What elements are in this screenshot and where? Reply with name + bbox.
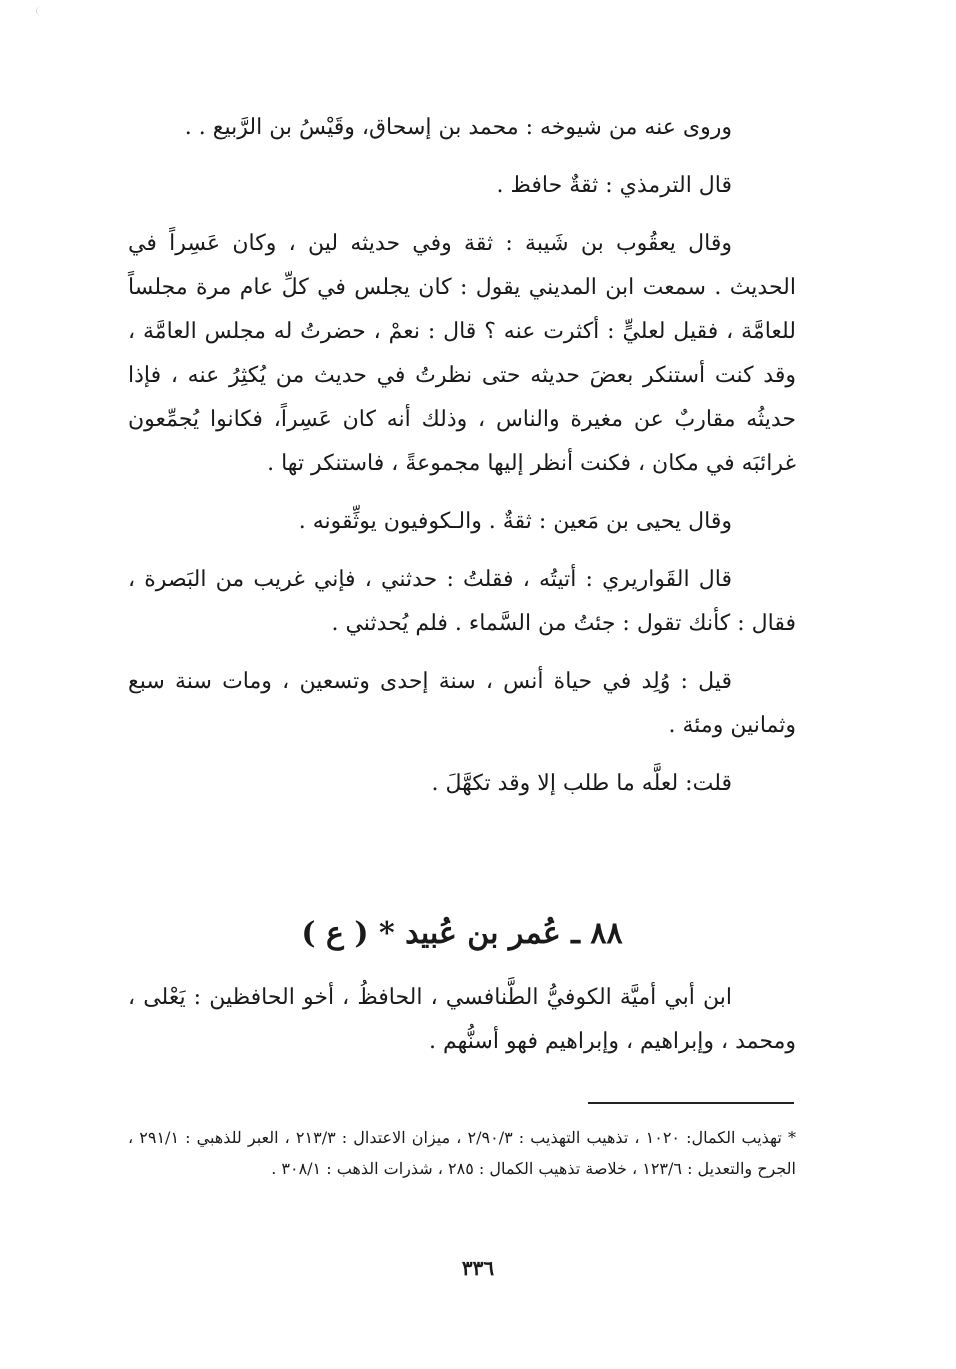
footnote-divider xyxy=(588,1102,794,1104)
paragraph-yaqub-ibn-shayba: وقال يعقُوب بن شَيبة : ثقة وفي حديثه لين ، وكان عَسِراً في الحديث . سمعت ابن المديني يقول : كان يجلس في كلِّ عام مرة مجلساً للعامَّة ، فقيل لعليٍّ : أكثرت عنه ؟ قال : نعمْ ، حضرتُ له مجلس العامَّة ، وقد كنت أستنكر بعضَ حديثه حتى نظرتُ في حديث من يُكثِرُ عنه ، فإذا حديثُه مقاربٌ عن مغيرة والناس ، وذلك أنه كان عَسِراً، فكانوا يُجمِّعون غرائبَه في مكان ، فكنت أنظر إليها مجموعةً ، فاستنكر تها . xyxy=(128,231,796,476)
paragraph-yahya-ibn-main: وقال يحيى بن مَعين : ثقةٌ . والـكوفيون يوثِّقونه . xyxy=(298,509,732,534)
footnotes-block xyxy=(128,1122,796,1184)
paragraph-author-note: قلت: لعلَّه ما طلب إلا وقد تكهَّلَ . xyxy=(431,771,732,796)
scan-margin-mark xyxy=(36,6,45,16)
paragraph-birth-death: قيل : وُلِد في حياة أنس ، سنة إحدى وتسعين ، ومات سنة سبع وثمانين ومئة . xyxy=(128,669,796,738)
entry-text-block xyxy=(128,976,796,1064)
paragraph-tirmidhi: قال الترمذي : ثقةٌ حافظ . xyxy=(496,173,732,198)
paragraph-qawariri: قال القَواريري : أتيتُه ، فقلتُ : حدثني ، فإني غريب من البَصرة ، فقال : كأنك تقول : جئتُ من السَّماء . فلم يُحدثني . xyxy=(128,567,796,636)
entry-paragraph: ابن أبي أميَّة الكوفيُّ الطَّنافسي ، الحافظُ ، أخو الحافظين : يَعْلى ، ومحمد ، وإبراهيم ، وإبراهيم فهو أسنُّهم . xyxy=(128,985,796,1054)
paragraph-narrators: وروى عنه من شيوخه : محمد بن إسحاق، وقَيْسُ بن الرَّبيع . . xyxy=(184,115,732,140)
page-number: ٣٣٦ xyxy=(461,1256,495,1280)
entry-heading: ٨٨ ـ عُمر بن عُبيد * ( ع ) xyxy=(301,916,623,951)
main-text-block xyxy=(128,106,796,806)
footnote-sources: * تهذيب الكمال: ١٠٢٠ ، تذهيب التهذيب : ٢/٩٠/٣ ، ميزان الاعتدال : ٢١٣/٣ ، العبر للذهبي : ٢٩١/١ ، الجرح والتعديل : ١٢٣/٦ ، خلاصة تذهيب الكمال : ٢٨٥ ، شذرات الذهب : ٣٠٨/١ . xyxy=(128,1128,796,1178)
